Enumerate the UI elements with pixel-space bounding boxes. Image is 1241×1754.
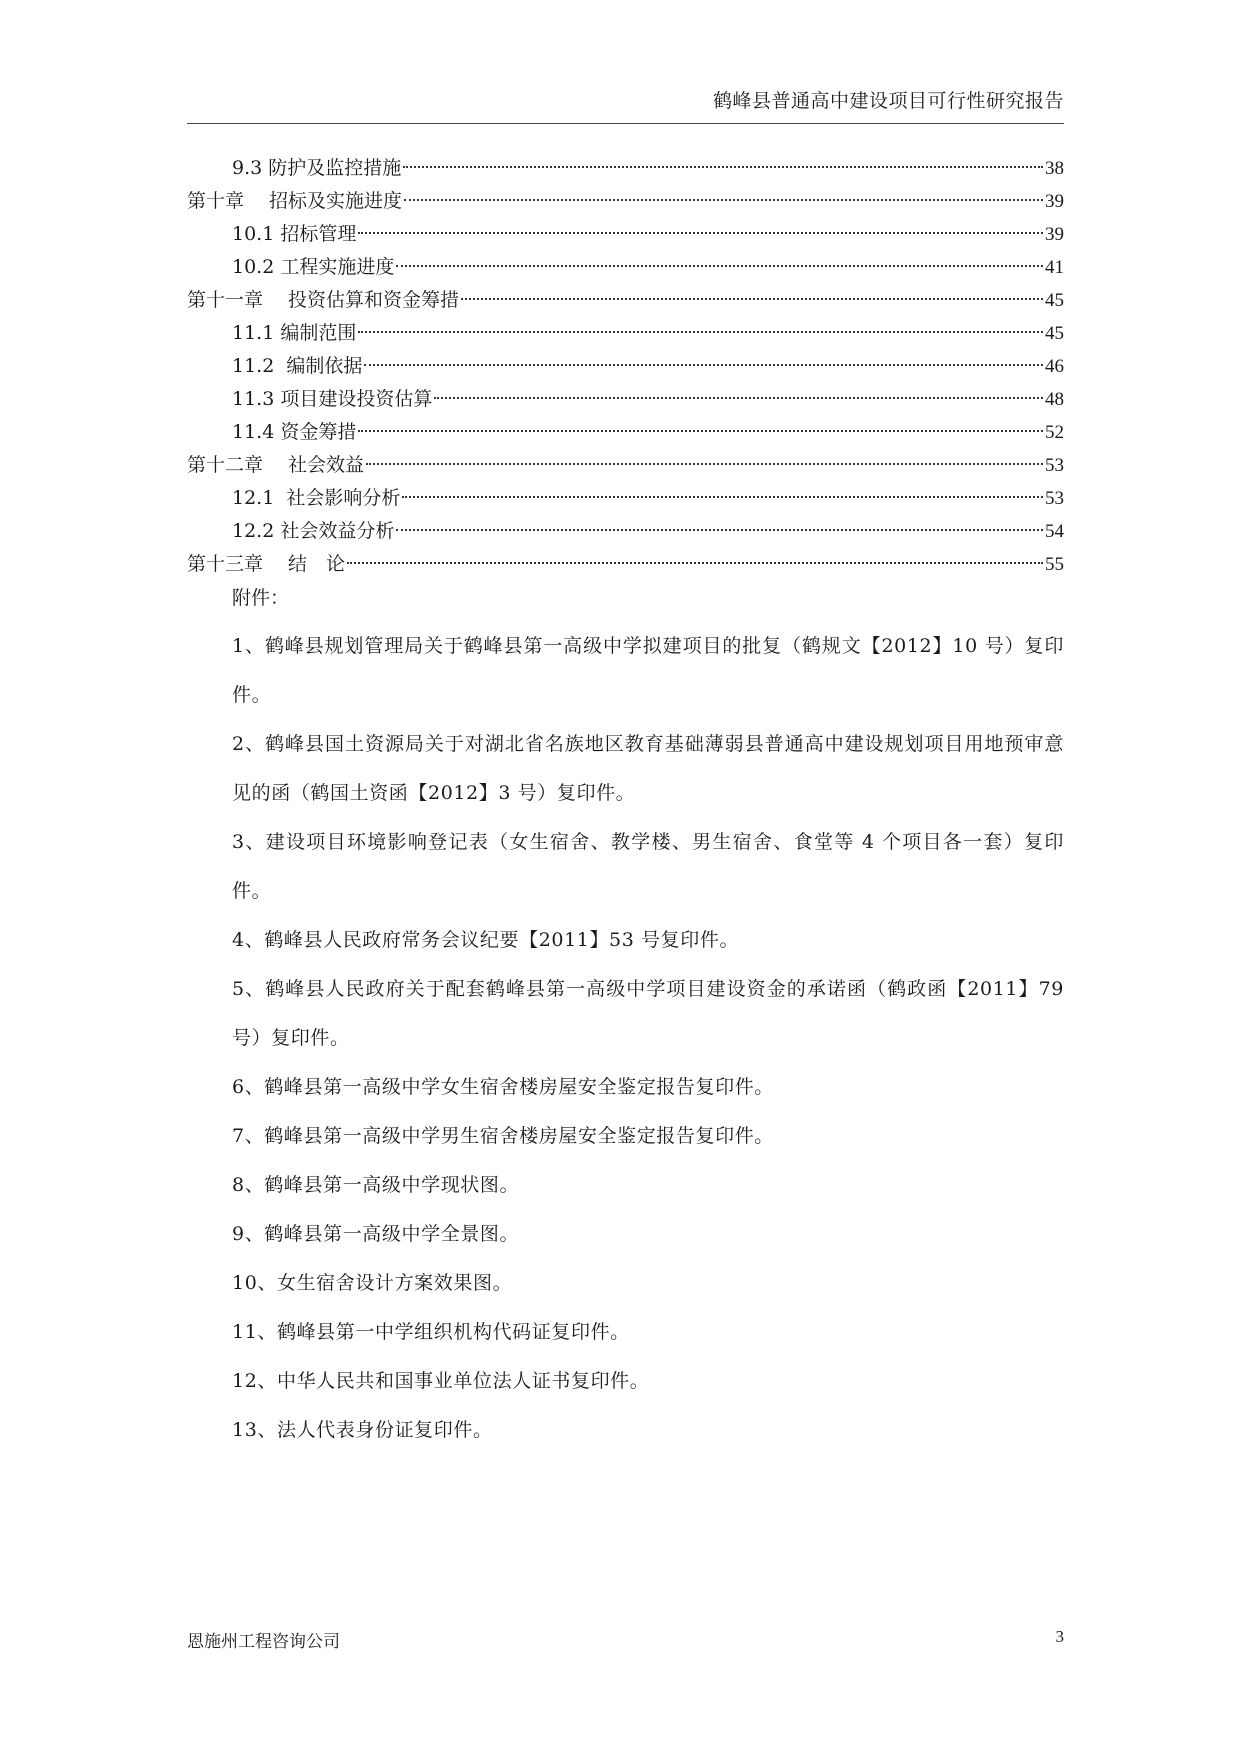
attachment-item: 7、鹤峰县第一高级中学男生宿舍楼房屋安全鉴定报告复印件。 [232,1125,774,1147]
attachment-item: 6、鹤峰县第一高级中学女生宿舍楼房屋安全鉴定报告复印件。 [232,1076,774,1098]
attachment-item: 12、中华人民共和国事业单位法人证书复印件。 [232,1370,650,1392]
footer-page-number: 3 [1055,1627,1064,1646]
attachments-heading: 附件： [232,587,290,609]
toc-entry [187,185,1064,218]
attachment-item: 9、鹤峰县第一高级中学全景图。 [232,1223,520,1245]
toc-dot-leader [461,298,1043,300]
toc-entry-label: 第十二章 社会效益 [187,454,365,476]
toc-entry-label: 第十三章 结 论 [187,553,346,575]
toc-entry [187,449,1064,482]
toc-entry-label: 12.2 社会效益分析 [232,520,395,542]
toc-entry [187,548,1064,581]
toc-entry-page: 55 [1045,554,1064,575]
toc-entry [187,152,1064,185]
toc-entry-page: 39 [1045,224,1064,245]
attachment-item: 10、女生宿舍设计方案效果图。 [232,1272,513,1294]
toc-dot-leader [358,430,1043,432]
page-header-title: 鹤峰县普通高中建设项目可行性研究报告 [712,90,1064,112]
toc-entry-page: 41 [1045,257,1064,278]
toc-entry-page: 45 [1045,323,1064,344]
toc-entry [187,482,1064,515]
toc-dot-leader [434,397,1043,399]
attachments-list [232,622,1064,1455]
toc-entry-label: 11.1 编制范围 [232,322,357,344]
toc-entry-page: 54 [1045,521,1064,542]
toc-entry [187,317,1064,350]
toc-entry-label: 12.1 社会影响分析 [232,487,401,509]
toc-dot-leader [404,199,1043,201]
toc-entry-label: 11.4 资金筹措 [232,421,357,443]
attachment-item: 3、建设项目环境影响登记表（女生宿舍、教学楼、男生宿舍、食堂等 4 个项目各一套）复印件。 [232,831,1064,902]
toc-dot-leader [403,166,1043,168]
toc-entry-label: 第十一章 投资估算和资金筹措 [187,289,460,311]
toc-entry-page: 45 [1045,290,1064,311]
toc-dot-leader [402,496,1043,498]
toc-entry-label: 9.3 防护及监控措施 [232,157,402,179]
header-divider [187,123,1064,124]
attachment-item: 13、法人代表身份证复印件。 [232,1419,493,1441]
toc-entry-page: 38 [1045,158,1064,179]
toc-dot-leader [396,265,1043,267]
toc-entry-label: 第十章 招标及实施进度 [187,190,403,212]
toc-entry-page: 39 [1045,191,1064,212]
toc-entry [187,350,1064,383]
toc-entry-label: 11.3 项目建设投资估算 [232,388,433,410]
toc-entry [187,515,1064,548]
footer-company: 恩施州工程咨询公司 [187,1632,340,1652]
toc-entry-label: 10.1 招标管理 [232,223,357,245]
toc-dot-leader [358,232,1043,234]
toc-entry-page: 48 [1045,389,1064,410]
toc-entry [187,383,1064,416]
toc-entry-page: 52 [1045,422,1064,443]
toc-entry [187,218,1064,251]
toc-entry-page: 53 [1045,455,1064,476]
attachment-item: 5、鹤峰县人民政府关于配套鹤峰县第一高级中学项目建设资金的承诺函（鹤政函【2011】79 号）复印件。 [232,978,1064,1049]
toc-dot-leader [396,529,1043,531]
toc-entry [187,251,1064,284]
toc-dot-leader [358,331,1043,333]
attachment-item: 11、鹤峰县第一中学组织机构代码证复印件。 [232,1321,630,1343]
toc-entry-page: 46 [1045,356,1064,377]
toc-dot-leader [364,364,1043,366]
attachment-item: 8、鹤峰县第一高级中学现状图。 [232,1174,520,1196]
toc-entry-label: 10.2 工程实施进度 [232,256,395,278]
toc-dot-leader [366,463,1043,465]
toc-entry [187,284,1064,317]
attachment-item: 1、鹤峰县规划管理局关于鹤峰县第一高级中学拟建项目的批复（鹤规文【2012】10 号）复印件。 [232,635,1064,706]
table-of-contents [187,152,1064,581]
toc-dot-leader [347,562,1043,564]
attachment-item: 2、鹤峰县国土资源局关于对湖北省名族地区教育基础薄弱县普通高中建设规划项目用地预审意见的函（鹤国土资函【2012】3 号）复印件。 [232,733,1064,804]
toc-entry [187,416,1064,449]
toc-entry-label: 11.2 编制依据 [232,355,363,377]
toc-entry-page: 53 [1045,488,1064,509]
attachment-item: 4、鹤峰县人民政府常务会议纪要【2011】53 号复印件。 [232,929,740,951]
